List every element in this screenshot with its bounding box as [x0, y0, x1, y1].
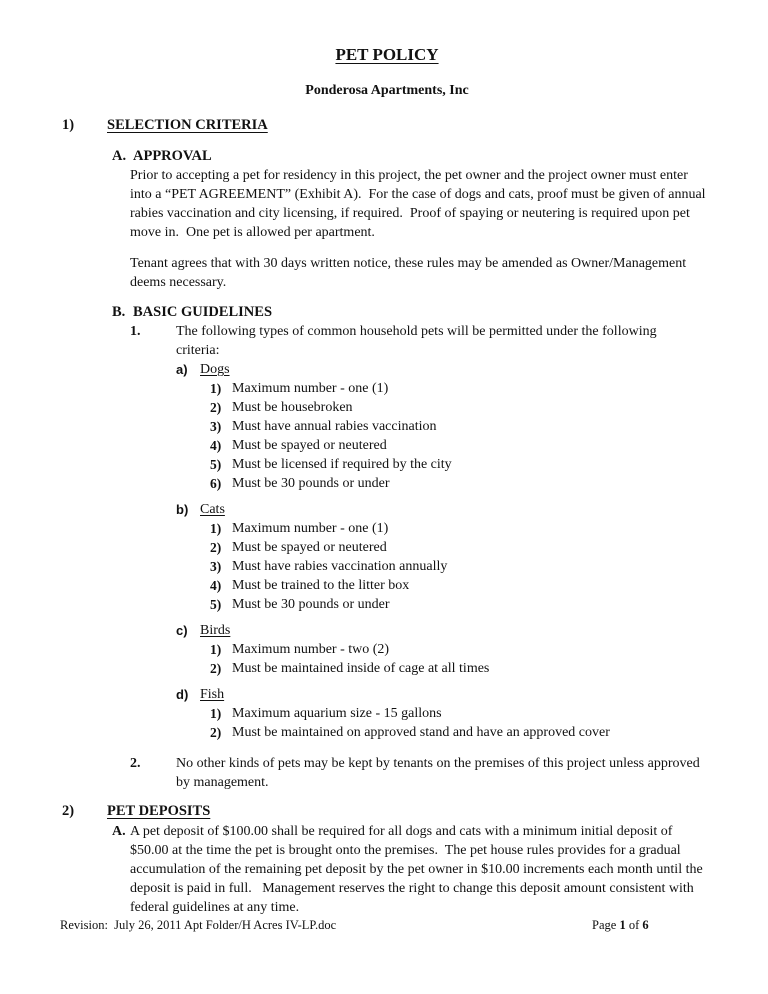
pet-category-cats	[176, 502, 712, 614]
pet-rule-text: Must be licensed if required by the city	[232, 457, 452, 472]
pet-category-fish-marker: d)	[176, 687, 189, 702]
guidelines-item-2	[130, 754, 712, 792]
pet-category-birds-marker: c)	[176, 623, 188, 638]
pet-rule-text: Must be maintained on approved stand and have an approved cover	[232, 725, 610, 740]
guidelines-heading: BASIC GUIDELINES	[133, 304, 273, 320]
pet-rule-text: Must be spayed or neutered	[232, 540, 387, 555]
approval-label: A.	[112, 148, 127, 164]
section-1-heading-row	[62, 116, 712, 134]
pet-category-fish-rules	[210, 704, 712, 742]
pet-rule-number: 4)	[210, 578, 222, 593]
page-title	[62, 46, 712, 63]
deposit-item	[112, 822, 712, 917]
page-subtitle: Ponderosa Apartments, Inc	[305, 83, 469, 98]
pet-category-cats-heading	[176, 502, 712, 518]
pet-rule-text: Maximum number - two (2)	[232, 642, 390, 657]
pet-rule-item	[210, 417, 712, 436]
pet-rule-number: 1)	[210, 521, 222, 536]
guidelines-item-1-number: 1.	[130, 324, 141, 339]
deposit-item-text: A pet deposit of $100.00 shall be required for all dogs and cats with a minimum initial deposit of $50.00 at the time the pet is brought onto the premises. The pet house rules provides for a gradual accumulation of the remaining pet deposit by the pet owner in $10.00 increments each month until the deposit is paid in full. Management reserves the right to change this deposit amount consistent with federal guidelines at any time.	[130, 824, 707, 915]
pet-rule-text: Must have rabies vaccination annually	[232, 559, 448, 574]
pet-rule-item	[210, 576, 712, 595]
pet-rule-text: Maximum aquarium size - 15 gallons	[232, 706, 442, 721]
pet-rule-item	[210, 557, 712, 576]
pet-category-birds-heading	[176, 623, 712, 639]
footer-revision: Revision: July 26, 2011 Apt Folder/H Acres IV-LP.doc	[60, 918, 337, 932]
footer-page-info	[592, 918, 649, 933]
pet-rule-text: Must be spayed or neutered	[232, 438, 387, 453]
pet-category-dogs-heading	[176, 362, 712, 378]
pet-rule-item	[210, 659, 712, 678]
deposit-item-label: A.	[112, 824, 126, 839]
pet-rule-number: 1)	[210, 381, 222, 396]
pet-rule-text: Must be 30 pounds or under	[232, 476, 390, 491]
pet-rule-item	[210, 455, 712, 474]
footer-page-word: Page	[592, 918, 617, 932]
pet-rule-number: 6)	[210, 476, 222, 491]
pet-category-cats-rules	[210, 519, 712, 614]
pet-rule-text: Maximum number - one (1)	[232, 381, 389, 396]
pet-category-dogs-marker: a)	[176, 362, 188, 377]
section-1-number: 1)	[62, 117, 75, 133]
pet-rule-number: 1)	[210, 706, 222, 721]
pet-rule-number: 2)	[210, 540, 222, 555]
guidelines-item-1	[130, 322, 712, 360]
pet-rule-item	[210, 474, 712, 493]
pet-rule-text: Must be housebroken	[232, 400, 353, 415]
pet-category-fish-name: Fish	[200, 687, 225, 702]
guidelines-heading-row	[112, 304, 712, 321]
approval-heading-row	[112, 148, 712, 165]
pet-rule-item	[210, 538, 712, 557]
pet-rule-number: 2)	[210, 661, 222, 676]
footer-page-number: 1	[619, 918, 626, 932]
pet-category-fish	[176, 687, 712, 742]
pet-rule-item	[210, 723, 712, 742]
pet-rule-number: 4)	[210, 438, 222, 453]
pet-rule-text: Maximum number - one (1)	[232, 521, 389, 536]
pet-rule-number: 5)	[210, 597, 222, 612]
pet-rule-number: 2)	[210, 400, 222, 415]
pet-category-birds-name: Birds	[200, 623, 231, 638]
pet-rule-item	[210, 704, 712, 723]
approval-paragraph-2: Tenant agrees that with 30 days written notice, these rules may be amended as Owner/Management deems necessary.	[130, 256, 690, 290]
pet-rule-text: Must have annual rabies vaccination	[232, 419, 437, 434]
pet-rule-number: 2)	[210, 725, 222, 740]
guidelines-item-2-text: No other kinds of pets may be kept by tenants on the premises of this project unless approved by management.	[176, 756, 704, 790]
footer-of-word: of	[628, 918, 640, 932]
approval-heading: APPROVAL	[133, 148, 212, 164]
pet-category-dogs	[176, 362, 712, 493]
pet-rule-item	[210, 436, 712, 455]
pet-category-birds	[176, 623, 712, 678]
pet-category-birds-rules	[210, 640, 712, 678]
guidelines-label: B.	[112, 304, 126, 320]
guidelines-item-2-number: 2.	[130, 756, 141, 771]
pet-rule-item	[210, 595, 712, 614]
pet-rule-text: Must be trained to the litter box	[232, 578, 410, 593]
section-2-number: 2)	[62, 803, 75, 819]
pet-category-fish-heading	[176, 687, 712, 703]
pet-rule-number: 3)	[210, 419, 222, 434]
pet-category-dogs-name: Dogs	[200, 362, 230, 377]
pet-rule-item	[210, 379, 712, 398]
section-1-heading: SELECTION CRITERIA	[107, 117, 268, 133]
pet-category-cats-name: Cats	[200, 502, 225, 517]
pet-category-cats-marker: b)	[176, 502, 189, 517]
section-2-heading-row	[62, 802, 712, 820]
guidelines-item-1-text: The following types of common household pets will be permitted under the following criteria:	[176, 324, 661, 358]
pet-rule-item	[210, 640, 712, 659]
page-title-text: PET POLICY	[335, 45, 439, 64]
section-2-heading: PET DEPOSITS	[107, 803, 211, 819]
pet-rule-number: 3)	[210, 559, 222, 574]
pet-rule-text: Must be maintained inside of cage at all times	[232, 661, 490, 676]
pet-rule-text: Must be 30 pounds or under	[232, 597, 390, 612]
pet-rule-item	[210, 398, 712, 417]
pet-rule-item	[210, 519, 712, 538]
approval-paragraph-1: Prior to accepting a pet for residency in this project, the pet owner and the project owner must enter into a “PET AGREEMENT” (Exhibit A). For the case of dogs and cats, proof must be given of annual rabies vaccination and city licensing, if required. Proof of spaying or neutering is required upon pet move in. One pet is allowed per apartment.	[130, 168, 710, 240]
pet-category-dogs-rules	[210, 379, 712, 493]
footer-page-total: 6	[642, 918, 649, 932]
pet-rule-number: 5)	[210, 457, 222, 472]
pet-rule-number: 1)	[210, 642, 222, 657]
